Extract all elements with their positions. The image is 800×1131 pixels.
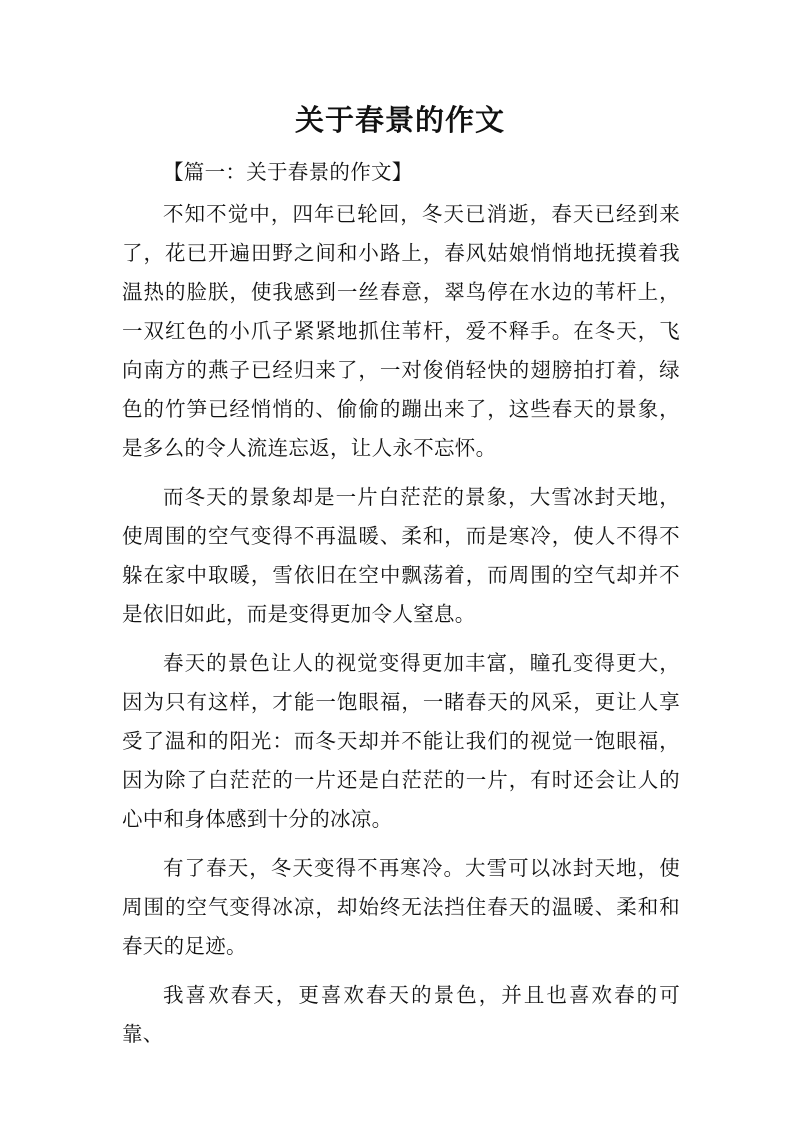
paragraph-3: 春天的景色让人的视觉变得更加丰富，瞳孔变得更大，因为只有这样，才能一饱眼福，一睹春天的风采，更让人享受了温和的阳光：而冬天却并不能让我们的视觉一饱眼福，因为除了白茫茫的一片还是白茫茫的一片，有时还会让人的心中和身体感到十分的冰凉。 — [122, 651, 680, 831]
paragraph-4: 有了春天，冬天变得不再寒冷。大雪可以冰封天地，使周围的空气变得冰凉，却始终无法挡住春天的温暖、柔和和春天的足迹。 — [122, 856, 680, 958]
document-title: 关于春景的作文 — [294, 103, 505, 137]
paragraph-1: 不知不觉中，四年已轮回，冬天已消逝，春天已经到来了，花已开遍田野之间和小路上，春风姑娘悄悄地抚摸着我温热的脸朕，使我感到一丝春意，翠鸟停在水边的苇杆上，一双红色的小爪子紧紧地抓住苇杆，爱不释手。在冬天，飞向南方的燕子已经归来了，一对俊俏轻快的翅膀拍打着，绿色的竹笋已经悄悄的、偷偷的蹦出来了，这些春天的景象，是多么的令人流连忘返，让人永不忘怀。 — [122, 202, 680, 460]
paragraph-5: 我喜欢春天，更喜欢春天的景色，并且也喜欢春的可靠、 — [122, 983, 680, 1046]
paragraph-2: 而冬天的景象却是一片白茫茫的景象，大雪冰封天地，使周围的空气变得不再温暖、柔和，而是寒冷，使人不得不躲在家中取暖，雪依旧在空中飘荡着，而周围的空气却并不是依旧如此，而是变得更加令人窒息。 — [122, 485, 680, 626]
document-body — [122, 153, 680, 1064]
section-heading: 【篇一：关于春景的作文】 — [163, 160, 413, 184]
